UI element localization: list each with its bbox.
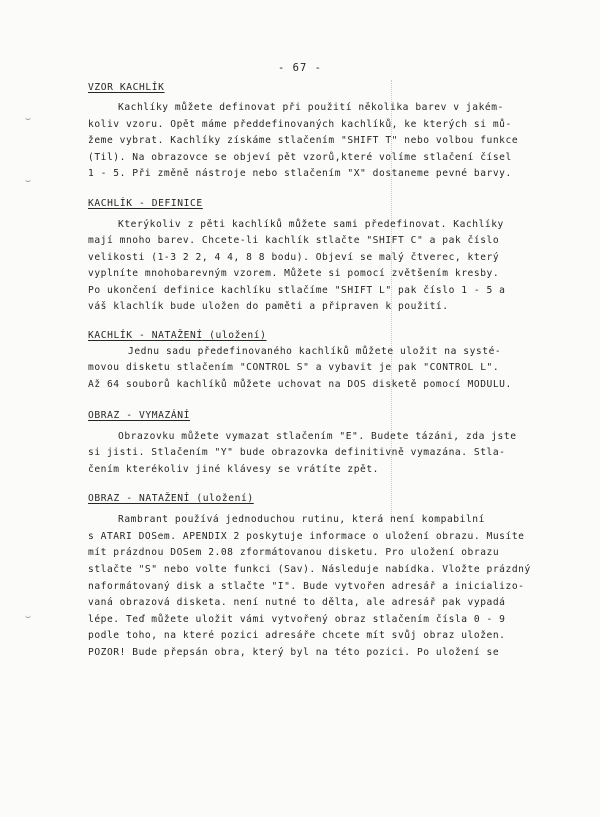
text-line: Po ukončení definice kachlíku stlačíme "SHIFT L" pak číslo 1 - 5 a: [88, 285, 506, 296]
text-line: Kterýkoliv z pěti kachlíků můžete sami předefinovat. Kachlíky: [118, 219, 504, 230]
text-line: Obrazovku můžete vymazat stlačením "E". Budete tázáni, zda jste: [118, 431, 517, 442]
text-line: vaná obrazová disketa. není nutné to dělta, ale adresář pak vypadá: [88, 597, 506, 608]
text-line: mít prázdnou DOSem 2.08 zformátovanou disketu. Pro uložení obrazu: [88, 547, 500, 558]
section-heading: VZOR KACHLÍK: [88, 82, 165, 93]
text-line: naformátovaný disk a stlačte "I". Bude vytvořen adresář a inicializo-: [88, 581, 525, 592]
text-line: s ATARI DOSem. APENDIX 2 poskytuje informace o uložení obrazu. Musíte: [88, 531, 525, 542]
text-line: Kachlíky můžete definovat při použití několika barev v jakém-: [118, 102, 504, 113]
page-number: - 67 -: [278, 62, 322, 74]
text-line: vyplníte mnohobarevným vzorem. Můžete si pomocí zvětšením kresby.: [88, 268, 500, 279]
text-line: si jisti. Stlačením "Y" bude obrazovka definitivně vymazána. Stla-: [88, 447, 506, 458]
margin-mark: [25, 116, 31, 120]
section-heading: KACHLÍK - DEFINICE: [88, 198, 203, 209]
text-line: Jednu sadu předefinovaného kachlíků můžete uložit na systé-: [128, 346, 502, 357]
text-line: podle toho, na které pozici adresáře chcete mít svůj obraz uložen.: [88, 630, 506, 641]
text-line: žeme vybrat. Kachlíky získáme stlačením "SHIFT T" nebo volbou funkce: [88, 135, 519, 146]
text-line: koliv vzoru. Opět máme předdefinovaných kachlíků, ke kterých si mů-: [88, 119, 512, 130]
section-heading: OBRAZ - VYMAZÁNÍ: [88, 410, 191, 421]
section-heading-suffix: (uložení): [202, 330, 267, 341]
text-line: 1 - 5. Při změně nástroje nebo stlačením "X" dostaneme pevné barvy.: [88, 168, 512, 179]
text-line: POZOR! Bude přepsán obra, který byl na této pozici. Po uložení se: [88, 647, 500, 658]
text-line: váš klachlík bude uložen do paměti a připraven k použití.: [88, 301, 449, 312]
text-line: (Til). Na obrazovce se objeví pět vzorů,které volíme stlačení čísel: [88, 152, 512, 163]
text-line: mají mnoho barev. Chcete-li kachlík stlačte "SHIFT C" a pak číslo: [88, 235, 500, 246]
section-heading: OBRAZ - NATAŽENÍ (uložení): [88, 493, 254, 504]
text-line: stlačte "S" nebo volte funkci (Sav). Následuje nabídka. Vložte prázdný: [88, 564, 531, 575]
text-line: lépe. Teď můžete uložit vámi vytvořený obraz stlačením čísla 0 - 9: [88, 614, 506, 625]
text-line: velikosti (1-3 2 2, 4 4, 8 8 bodu). Objeví se malý čtverec, který: [88, 252, 500, 263]
text-line: Rambrant používá jednoduchou rutinu, která není kompabilní: [118, 514, 485, 525]
section-heading: [88, 330, 267, 341]
text-line: čením kterékoliv jiné klávesy se vrátíte zpět.: [88, 464, 379, 475]
section-heading-title: KACHLÍK - NATAŽENÍ: [88, 330, 203, 341]
margin-mark: [25, 178, 31, 182]
text-line: Až 64 souborů kachlíků můžete uchovat na DOS disketě pomocí MODULU.: [88, 379, 512, 390]
text-line: movou disketu stlačením "CONTROL S" a vybavit je pak "CONTROL L".: [88, 362, 500, 373]
margin-mark: [25, 614, 31, 618]
